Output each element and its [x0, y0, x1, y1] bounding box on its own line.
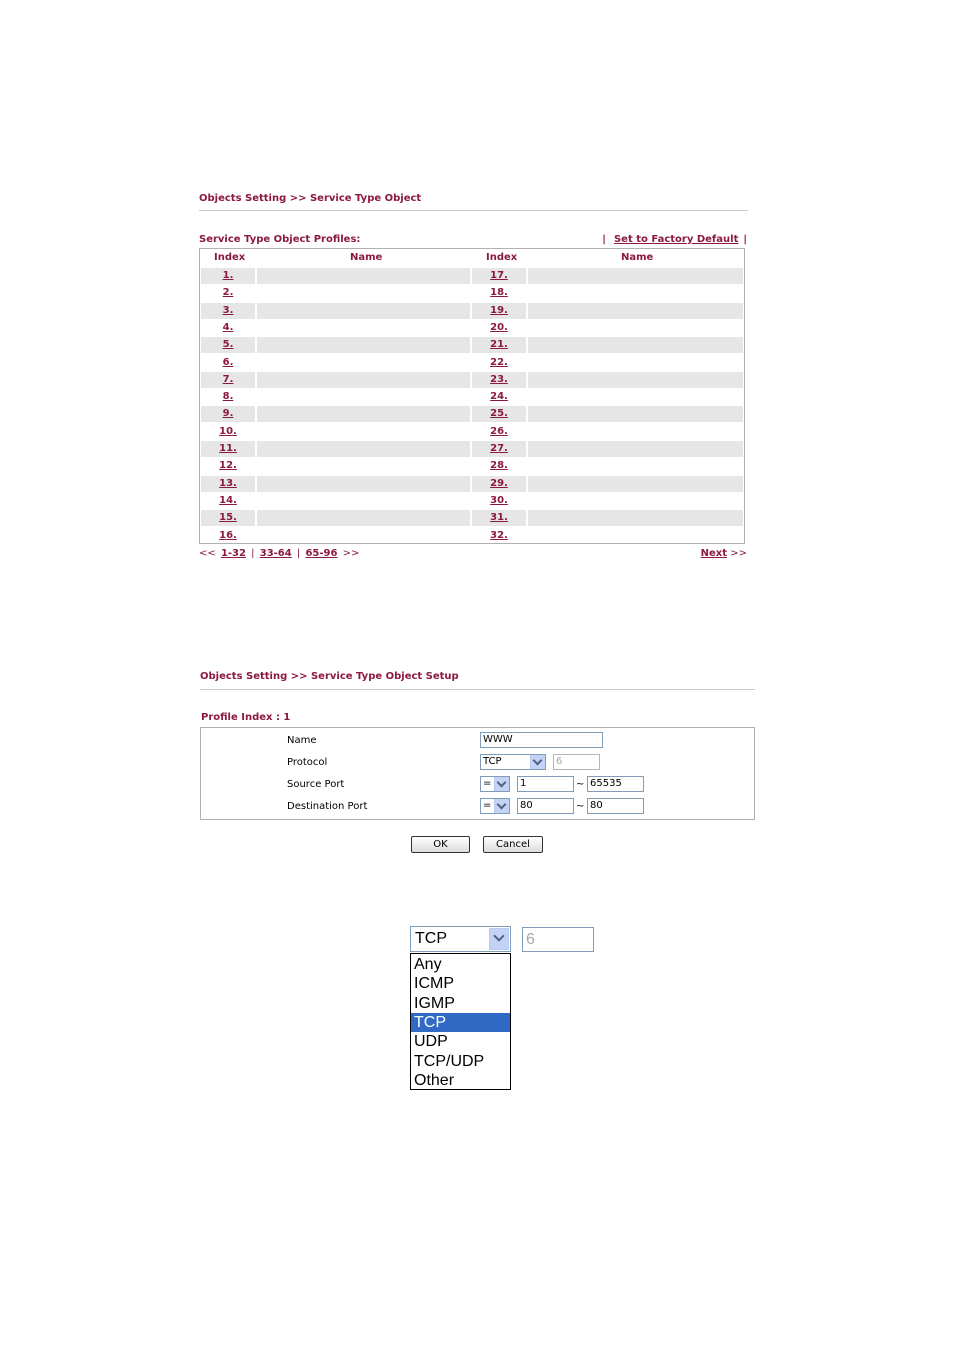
profile-index-link[interactable]: 32.	[490, 529, 508, 541]
table-row	[200, 441, 744, 458]
profile-index-link[interactable]: 29.	[490, 477, 508, 489]
table-row	[200, 303, 744, 320]
source-port-operator-select[interactable]	[480, 776, 510, 792]
index-cell	[472, 406, 526, 422]
name-cell	[257, 355, 470, 371]
index-cell	[201, 424, 255, 440]
profile-index-link[interactable]: 6.	[222, 356, 234, 368]
index-cell	[472, 441, 526, 457]
table-row	[200, 389, 744, 406]
table-row	[200, 476, 744, 493]
source-port-label: Source Port	[287, 779, 345, 790]
profile-index-link[interactable]: 31.	[490, 512, 508, 524]
profile-index-link[interactable]: 12.	[219, 460, 237, 472]
name-cell	[528, 528, 743, 544]
index-cell	[201, 458, 255, 474]
name-cell	[257, 268, 470, 284]
profile-index-link[interactable]: 11.	[219, 443, 237, 454]
name-cell	[528, 493, 743, 509]
index-cell	[472, 337, 526, 353]
index-cell	[472, 320, 526, 336]
chevron-down-icon[interactable]	[530, 755, 545, 769]
next-link[interactable]: Next	[700, 548, 728, 559]
profile-index-link[interactable]: 14.	[219, 494, 237, 506]
breadcrumb: Objects Setting >> Service Type Object	[199, 193, 422, 204]
profile-index-link[interactable]: 13.	[219, 477, 237, 489]
chevron-down-icon[interactable]	[494, 799, 509, 813]
protocol-number-input: 6	[553, 754, 600, 770]
index-cell	[472, 493, 526, 509]
index-cell	[201, 389, 255, 405]
page-link-33-64[interactable]: 33-64	[259, 548, 292, 559]
source-port-end-input[interactable]: 65535	[587, 776, 644, 792]
next-arrow: >>	[730, 548, 747, 559]
name-cell	[257, 303, 470, 319]
index-cell	[472, 372, 526, 388]
pager-sep: |	[296, 548, 301, 559]
name-cell	[257, 510, 470, 526]
index-cell	[472, 303, 526, 319]
index-cell	[201, 285, 255, 301]
table-row	[200, 493, 744, 510]
index-cell	[201, 441, 255, 457]
pagination	[199, 548, 359, 559]
name-cell	[257, 372, 470, 388]
column-header-index: Index	[214, 252, 246, 263]
name-cell	[528, 406, 743, 422]
name-cell	[528, 476, 743, 492]
name-cell	[257, 406, 470, 422]
profile-index-link[interactable]: 17.	[490, 270, 508, 281]
index-cell	[201, 528, 255, 544]
profile-index-link[interactable]: 1.	[222, 270, 234, 281]
range-tilde: ~	[576, 779, 585, 790]
table-row	[200, 510, 744, 527]
index-cell	[472, 355, 526, 371]
table-row	[200, 337, 744, 354]
profile-index-link[interactable]: 5.	[222, 339, 234, 351]
profile-index-link[interactable]: 7.	[222, 373, 234, 385]
index-cell	[472, 458, 526, 474]
profile-index-link[interactable]: 28.	[490, 460, 508, 472]
destination-port-start-input[interactable]: 80	[517, 798, 574, 814]
index-cell	[201, 510, 255, 526]
profile-index-link[interactable]: 9.	[222, 408, 234, 420]
range-tilde: ~	[576, 801, 585, 812]
index-cell	[201, 406, 255, 422]
name-cell	[257, 285, 470, 301]
index-cell	[472, 424, 526, 440]
protocol-options-list	[410, 953, 511, 1090]
set-factory-default-link[interactable]: Set to Factory Default	[613, 234, 739, 245]
column-header-name-2: Name	[621, 252, 654, 263]
name-label: Name	[287, 735, 317, 746]
name-cell	[528, 320, 743, 336]
name-cell	[257, 528, 470, 544]
table-row	[200, 424, 744, 441]
profile-index-link[interactable]: 27.	[490, 443, 508, 454]
profile-index-link[interactable]: 4.	[222, 321, 234, 333]
protocol-option[interactable]: Any	[414, 956, 442, 973]
factory-default-bar	[594, 234, 747, 245]
profile-index-link[interactable]: 20.	[490, 321, 508, 333]
name-cell	[528, 303, 743, 319]
destination-port-label: Destination Port	[287, 801, 368, 812]
next-nav	[701, 548, 747, 559]
name-cell	[257, 476, 470, 492]
profile-index-link[interactable]: 2.	[222, 287, 234, 299]
protocol-dropdown[interactable]	[410, 926, 511, 952]
name-input[interactable]: WWW	[480, 732, 603, 748]
table-row	[200, 458, 744, 475]
protocol-label: Protocol	[287, 757, 328, 768]
protocol-option[interactable]: ICMP	[414, 975, 454, 993]
profiles-table	[199, 248, 745, 544]
source-port-start-input[interactable]: 1	[517, 776, 574, 792]
profile-index-link[interactable]: 10.	[219, 425, 237, 437]
profile-index-label: Profile Index : 1	[201, 712, 291, 723]
separator: |	[743, 234, 747, 245]
protocol-number-field: 6	[522, 927, 594, 952]
page-link-1-32[interactable]: 1-32	[220, 548, 246, 559]
name-cell	[528, 268, 743, 284]
pager-sep: |	[251, 548, 255, 559]
index-cell	[201, 337, 255, 353]
index-cell	[201, 268, 255, 284]
profile-index-link[interactable]: 22.	[490, 356, 508, 368]
name-cell	[528, 441, 743, 457]
protocol-select[interactable]	[480, 754, 546, 770]
name-cell	[528, 372, 743, 388]
table-row	[200, 372, 744, 389]
profile-index-link[interactable]: 23.	[490, 373, 508, 385]
profile-index-link[interactable]: 21.	[490, 339, 508, 351]
setup-breadcrumb: Objects Setting >> Service Type Object Setup	[200, 671, 459, 682]
profile-index-link[interactable]: 24.	[490, 391, 508, 403]
name-cell	[257, 458, 470, 474]
name-cell	[257, 320, 470, 336]
pager-more: >>	[342, 548, 360, 559]
separator: |	[602, 234, 606, 245]
name-cell	[257, 441, 470, 457]
name-cell	[528, 424, 743, 440]
setup-form	[200, 727, 755, 820]
page-link-65-96[interactable]: 65-96	[305, 548, 338, 559]
protocol-option[interactable]: IGMP	[414, 994, 455, 1012]
cancel-button[interactable]: Cancel	[483, 836, 543, 853]
table-row	[200, 285, 744, 302]
index-cell	[472, 476, 526, 492]
name-cell	[257, 337, 470, 353]
profile-index-link[interactable]: 30.	[490, 494, 508, 506]
column-header-name: Name	[350, 252, 383, 263]
source-operator-value: =	[483, 778, 492, 789]
table-row	[200, 406, 744, 423]
chevron-down-icon[interactable]	[489, 928, 509, 950]
pager-prev: <<	[199, 548, 216, 559]
index-cell	[472, 285, 526, 301]
destination-port-operator-select[interactable]	[480, 798, 510, 814]
name-cell	[528, 337, 743, 353]
profile-index-link[interactable]: 3.	[222, 304, 234, 316]
dest-operator-value: =	[483, 800, 492, 811]
index-cell	[472, 268, 526, 284]
index-cell	[201, 476, 255, 492]
name-cell	[528, 389, 743, 405]
index-cell	[201, 320, 255, 336]
profile-index-link[interactable]: 15.	[219, 512, 237, 524]
index-cell	[201, 493, 255, 509]
protocol-option[interactable]: TCP	[411, 1013, 510, 1032]
profile-index-link[interactable]: 26.	[490, 425, 508, 437]
name-cell	[528, 285, 743, 301]
protocol-dropdown-value: TCP	[415, 930, 447, 947]
index-cell	[472, 510, 526, 526]
chevron-down-icon[interactable]	[494, 777, 509, 791]
name-cell	[528, 510, 743, 526]
index-cell	[472, 389, 526, 405]
table-row	[200, 355, 744, 372]
index-cell	[201, 372, 255, 388]
name-cell	[528, 458, 743, 474]
index-cell	[201, 303, 255, 319]
protocol-option[interactable]: UDP	[414, 1033, 448, 1051]
index-cell	[472, 528, 526, 544]
protocol-option[interactable]: TCP/UDP	[414, 1052, 485, 1070]
name-cell	[257, 424, 470, 440]
ok-button[interactable]: OK	[411, 836, 470, 853]
name-cell	[257, 389, 470, 405]
index-cell	[201, 355, 255, 371]
table-row	[200, 268, 744, 285]
divider	[199, 210, 748, 211]
profile-index-link[interactable]: 25.	[490, 408, 508, 420]
protocol-option[interactable]: Other	[414, 1071, 455, 1089]
divider	[200, 689, 755, 690]
profile-index-link[interactable]: 18.	[490, 287, 508, 299]
profile-index-link[interactable]: 8.	[222, 391, 234, 403]
profile-index-link[interactable]: 16.	[219, 529, 237, 541]
column-header-index-2: Index	[486, 252, 518, 263]
section-label: Service Type Object Profiles:	[199, 234, 361, 245]
name-cell	[257, 493, 470, 509]
destination-port-end-input[interactable]: 80	[587, 798, 644, 814]
profile-index-link[interactable]: 19.	[490, 304, 508, 316]
table-row	[200, 320, 744, 337]
table-header	[200, 252, 744, 266]
name-cell	[528, 355, 743, 371]
table-row	[200, 528, 744, 545]
protocol-select-value: TCP	[483, 756, 502, 767]
